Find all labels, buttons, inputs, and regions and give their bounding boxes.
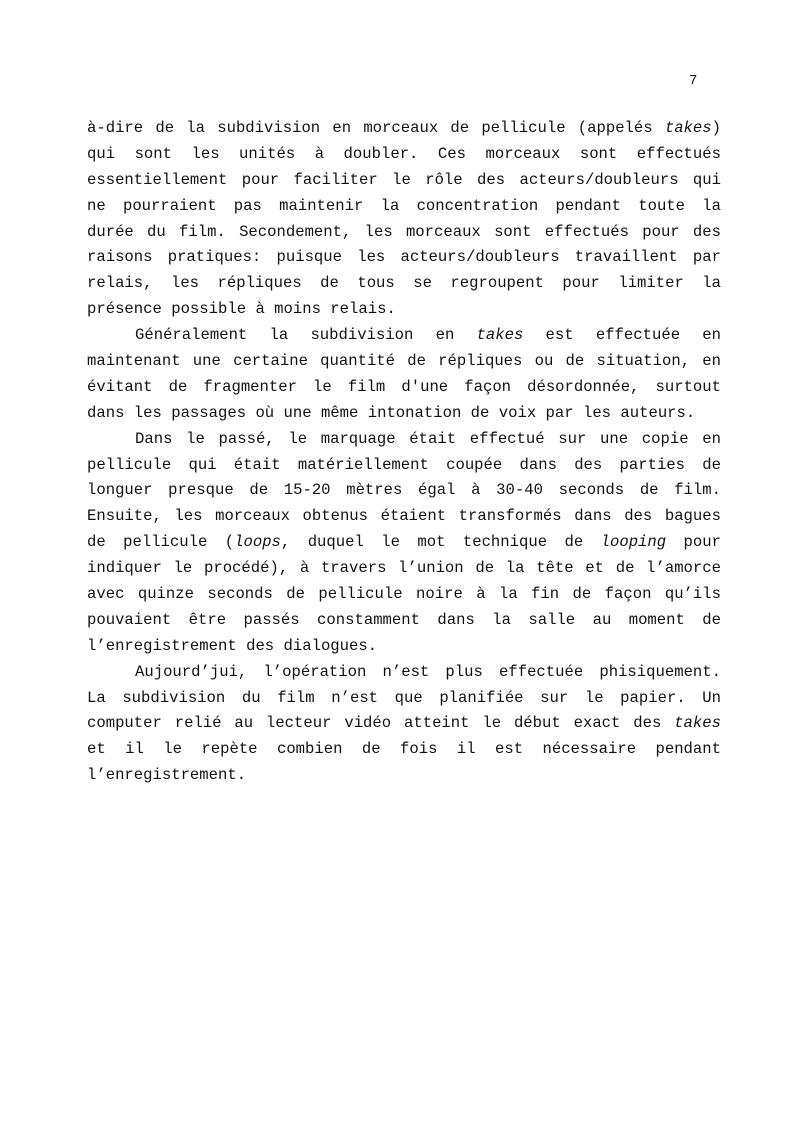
text-segment: indiquer le procédé), à travers l’union de la tête et de l’amorce xyxy=(87,559,721,578)
document-body xyxy=(87,116,721,789)
italic-term: takes xyxy=(476,326,524,345)
text-line xyxy=(87,245,721,271)
paragraph xyxy=(87,116,721,323)
text-line xyxy=(87,660,721,686)
text-line xyxy=(87,375,721,401)
text-segment: maintenant une certaine quantité de répliques ou de situation, en xyxy=(87,352,721,371)
text-line xyxy=(87,349,721,375)
text-line xyxy=(87,530,721,556)
page-number: 7 xyxy=(689,73,698,89)
italic-term: looping xyxy=(600,533,667,552)
text-line xyxy=(87,478,721,504)
text-segment: et il le repète combien de fois il est nécessaire pendant xyxy=(87,740,721,759)
text-line xyxy=(87,453,721,479)
text-line xyxy=(87,737,721,763)
text-segment: l’enregistrement. xyxy=(87,766,247,785)
text-segment: présence possible à moins relais. xyxy=(87,300,396,319)
text-line xyxy=(87,763,721,789)
text-segment: computer relié au lecteur vidéo atteint le début exact des xyxy=(87,714,675,733)
text-segment: longuer presque de 15-20 mètres égal à 30-40 seconds de film. xyxy=(87,481,721,500)
text-segment: évitant de fragmenter le film d'une façon désordonnée, surtout xyxy=(87,377,721,396)
text-segment: à-dire de la subdivision en morceaux de pellicule (appelés xyxy=(87,119,665,137)
paragraph xyxy=(87,660,721,789)
italic-term: takes xyxy=(674,714,721,733)
text-segment: raisons pratiques: puisque les acteurs/doubleurs travaillent par xyxy=(87,248,721,267)
text-line xyxy=(87,608,721,634)
text-segment: Dans le passé, le marquage était effectué sur une copie en xyxy=(135,429,721,448)
text-line xyxy=(87,168,721,194)
paragraph xyxy=(87,427,721,660)
text-line xyxy=(87,711,721,737)
italic-term: loops xyxy=(234,533,281,552)
text-line xyxy=(87,686,721,712)
text-segment: pour xyxy=(666,533,721,552)
text-segment: ) xyxy=(711,119,721,137)
text-segment: essentiellement pour faciliter le rôle des acteurs/doubleurs qui xyxy=(87,170,721,189)
text-segment: La subdivision du film n’est que planifiée sur le papier. Un xyxy=(87,688,721,707)
text-segment: est effectuée en xyxy=(523,326,721,345)
text-segment: pouvaient être passés constamment dans la salle au moment de xyxy=(87,610,721,629)
text-line xyxy=(87,271,721,297)
text-segment: durée du film. Secondement, les morceaux sont effectués pour des xyxy=(87,222,721,241)
text-segment: Aujourd’jui, l’opération n’est plus effectuée phisiquement. xyxy=(135,662,721,681)
text-segment: , duquel le mot technique de xyxy=(280,533,601,552)
text-line xyxy=(87,504,721,530)
text-segment: Généralement la subdivision en xyxy=(135,326,477,345)
text-segment: relais, les répliques de tous se regroupent pour limiter la xyxy=(87,274,721,293)
italic-term: takes xyxy=(664,119,712,137)
text-line xyxy=(87,556,721,582)
text-line xyxy=(87,427,721,453)
paragraph xyxy=(87,323,721,427)
text-segment: ne pourraient pas maintenir la concentration pendant toute la xyxy=(87,196,721,215)
text-segment: qui sont les unités à doubler. Ces morceaux sont effectués xyxy=(87,144,721,163)
text-line xyxy=(87,401,721,427)
text-segment: l’enregistrement des dialogues. xyxy=(87,636,378,655)
text-segment: avec quinze seconds de pellicule noire à la fin de façon qu’ils xyxy=(87,585,721,604)
text-segment: Ensuite, les morceaux obtenus étaient transformés dans des bagues xyxy=(87,507,721,526)
text-line xyxy=(87,194,721,220)
text-segment: pellicule qui était matériellement coupée dans des parties de xyxy=(87,455,721,474)
text-line xyxy=(87,220,721,246)
text-line xyxy=(87,634,721,660)
text-line xyxy=(87,582,721,608)
text-line xyxy=(87,116,721,142)
text-segment: de pellicule ( xyxy=(87,533,235,552)
text-line xyxy=(87,323,721,349)
text-line xyxy=(87,142,721,168)
text-segment: dans les passages où une même intonation de voix par les auteurs. xyxy=(87,403,696,422)
text-line xyxy=(87,297,721,323)
